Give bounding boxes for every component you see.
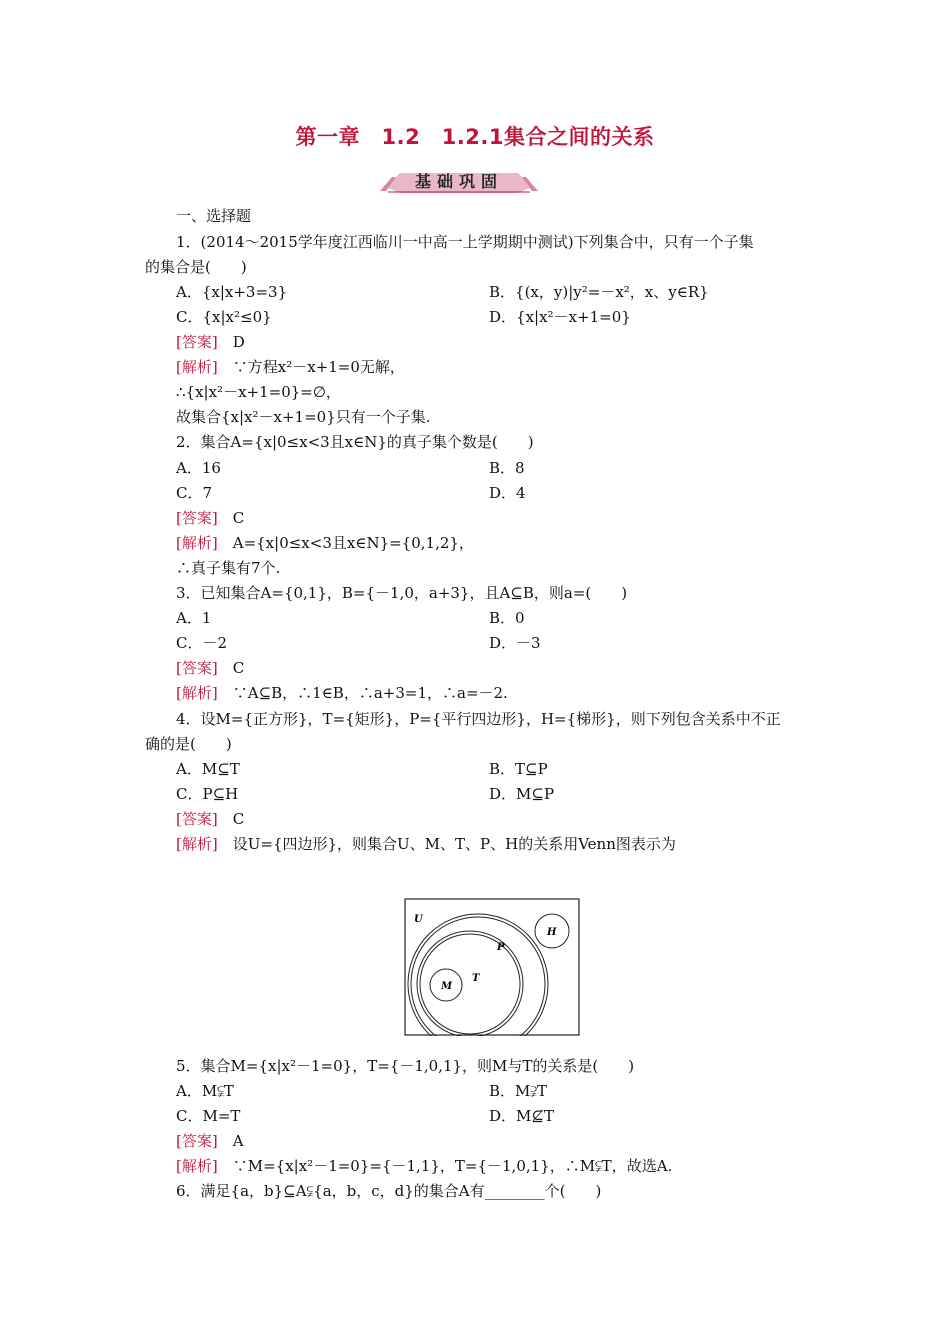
q2-answer: C	[232, 509, 245, 527]
q3-answer: C	[232, 659, 245, 677]
q4-answer: C	[232, 810, 245, 828]
venn-universe-rect	[405, 899, 579, 1035]
q1-analysis-2: ∴{x|x²－x+1=0}=∅，	[176, 383, 341, 401]
q4-answer-row	[176, 809, 244, 829]
analysis-tag: [解析]	[176, 684, 218, 702]
venn-label-m: M	[441, 981, 453, 992]
venn-t-outer-circle	[417, 931, 523, 1036]
q3-answer-row	[176, 658, 244, 678]
section-heading: 一、选择题	[176, 207, 252, 225]
q3-option-a: A．1	[176, 609, 212, 627]
analysis-tag: [解析]	[176, 358, 218, 376]
answer-tag: [答案]	[176, 810, 218, 828]
q1-answer: D	[232, 333, 245, 351]
venn-diagram	[404, 898, 580, 1036]
section-banner	[378, 167, 540, 195]
q2-option-b: B．8	[489, 459, 525, 477]
venn-label-h: H	[547, 927, 557, 938]
answer-tag: [答案]	[176, 1132, 218, 1150]
analysis-tag: [解析]	[176, 835, 218, 853]
q3-option-c: C．－2	[176, 634, 228, 652]
q3-stem: 3．已知集合A={0,1}，B={－1,0，a+3}，且A⊆B，则a=( )	[176, 584, 628, 602]
answer-tag: [答案]	[176, 509, 218, 527]
q2-stem: 2．集合A={x|0≤x<3且x∈N}的真子集个数是( )	[176, 433, 534, 451]
q6-stem: 6．满足{a，b}⊆A⫋{a，b，c，d}的集合A有________个( )	[176, 1182, 602, 1200]
q1-option-d: D．{x|x²－x+1=0}	[489, 308, 631, 326]
banner-label: 基础巩固	[414, 172, 503, 191]
q3-option-d: D．－3	[489, 634, 541, 652]
q1-stem: 1．(2014～2015学年度江西临川一中高一上学期期中测试)下列集合中，只有一个子集	[176, 233, 754, 251]
q1-option-a: A．{x|x+3=3}	[176, 283, 288, 301]
q2-answer-row	[176, 508, 244, 528]
q5-answer-row	[176, 1131, 244, 1151]
q2-analysis-row	[176, 533, 474, 553]
q2-option-a: A．16	[176, 459, 221, 477]
q1-analysis-1: ∵方程x²－x+1=0无解，	[232, 358, 405, 376]
q4-analysis-1: 设U={四边形}，则集合U、M、T、P、H的关系用Venn图表示为	[232, 835, 676, 853]
q4-option-d: D．M⊆P	[489, 785, 555, 803]
q4-stem-cont: 确的是( )	[145, 735, 232, 753]
q1-analysis-row	[176, 357, 405, 377]
q1-stem-cont: 的集合是( )	[145, 258, 247, 276]
q2-option-c: C．7	[176, 484, 213, 502]
q5-option-a: A．M⫋T	[176, 1082, 234, 1100]
q4-analysis-row	[176, 834, 676, 854]
q4-option-a: A．M⊆T	[176, 760, 240, 778]
q5-answer: A	[232, 1132, 244, 1150]
q4-option-c: C．P⊆H	[176, 785, 239, 803]
venn-t-inner-circle	[420, 934, 520, 1034]
q2-option-d: D．4	[489, 484, 526, 502]
venn-label-t: T	[472, 973, 480, 984]
q2-analysis-1: A={x|0≤x<3且x∈N}={0,1,2}，	[232, 534, 474, 552]
venn-label-u: U	[414, 914, 423, 925]
answer-tag: [答案]	[176, 333, 218, 351]
q1-answer-row	[176, 332, 245, 352]
venn-label-p: P	[497, 942, 505, 953]
analysis-tag: [解析]	[176, 534, 218, 552]
q5-option-c: C．M=T	[176, 1107, 241, 1125]
q1-option-c: C．{x|x²≤0}	[176, 308, 272, 326]
page-title: 第一章 1.2 1.2.1集合之间的关系	[295, 125, 655, 149]
q4-option-b: B．T⊆P	[489, 760, 548, 778]
analysis-tag: [解析]	[176, 1157, 218, 1175]
q5-option-d: D．M⊈T	[489, 1107, 554, 1125]
q5-option-b: B．M⫌T	[489, 1082, 547, 1100]
q3-analysis-1: ∵A⊆B，∴1∈B，∴a+3=1，∴a=－2.	[232, 684, 508, 702]
answer-tag: [答案]	[176, 659, 218, 677]
q1-option-b: B．{(x，y)|y²=－x²，x、y∈R}	[489, 283, 709, 301]
q2-analysis-2: ∴真子集有7个.	[176, 559, 281, 577]
q3-option-b: B．0	[489, 609, 525, 627]
q1-analysis-3: 故集合{x|x²－x+1=0}只有一个子集.	[176, 408, 431, 426]
q3-analysis-row	[176, 683, 508, 703]
q4-stem: 4．设M={正方形}，T={矩形}，P={平行四边形}，H={梯形}，则下列包含关系中不正	[176, 710, 781, 728]
q5-stem: 5．集合M={x|x²－1=0}，T={－1,0,1}，则M与T的关系是( )	[176, 1057, 635, 1075]
q5-analysis-1: ∵M={x|x²－1=0}={－1,1}，T={－1,0,1}，∴M⫋T，故选A.	[232, 1157, 673, 1175]
q5-analysis-row	[176, 1156, 672, 1176]
